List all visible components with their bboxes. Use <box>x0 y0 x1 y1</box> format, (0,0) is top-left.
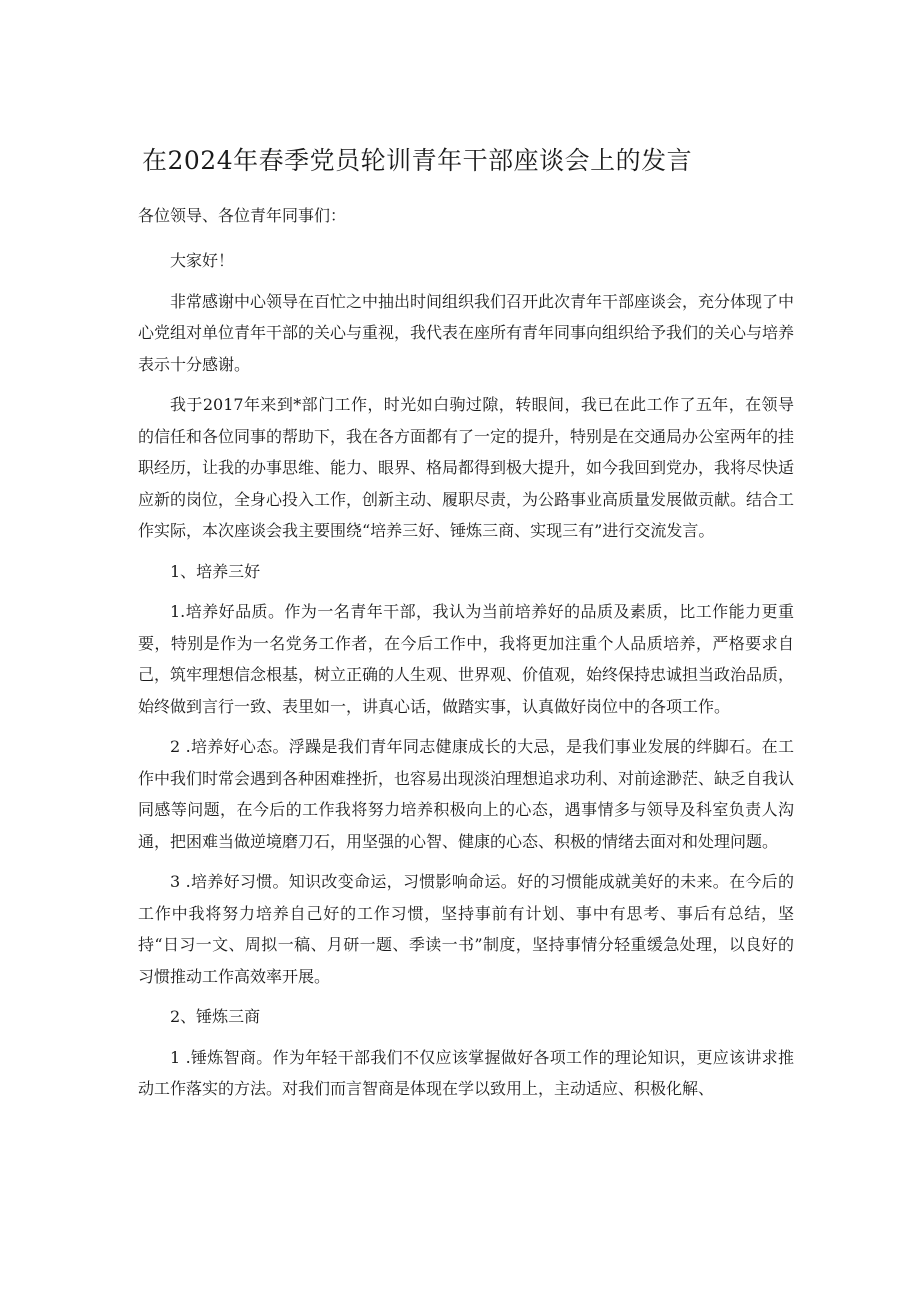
paragraph-thanks: 非常感谢中心领导在百忙之中抽出时间组织我们召开此次青年干部座谈会，充分体现了中心党组对单位青年干部的关心与重视，我代表在座所有青年同事向组织给予我们的关心与培养表示十分感谢。 <box>138 291 795 374</box>
paragraph-intelligence: 1 .锤炼智商。作为年轻干部我们不仅应该掌握做好各项工作的理论知识，更应该讲求推动工作落实的方法。对我们而言智商是体现在学以致用上，主动适应、积极化解、 <box>138 1047 794 1098</box>
section-heading-three-quotients: 2、锤炼三商 <box>170 1007 261 1026</box>
greeting: 大家好！ <box>170 251 235 270</box>
paragraph-good-mindset: 2 .培养好心态。浮躁是我们青年同志健康成长的大忌，是我们事业发展的绊脚石。在工作中我们时常会遇到各种困难挫折，也容易出现淡泊理想追求功利、对前途渺茫、缺乏自我认同感等问题，在今后的工作我将努力培养积极向上的心态，遇事情多与领导及科室负责人沟通，把困难当做逆境磨刀石，用坚强的心智、健康的心态、积极的情绪去面对和处理问题。 <box>138 737 795 851</box>
paragraph-good-character: 1.培养好品质。作为一名青年干部，我认为当前培养好的品质及素质，比工作能力更重要，特别是作为一名党务工作者，在今后工作中，我将更加注重个人品质培养，严格要求自己，筑牢理想信念根基，树立正确的人生观、世界观、价值观，始终保持忠诚担当政治品质，始终做到言行一致、表里如一，讲真心话，做踏实事，认真做好岗位中的各项工作。 <box>138 602 795 716</box>
paragraph-introduction: 我于2017年来到*部门工作，时光如白驹过隙，转眼间，我已在此工作了五年，在领导的信任和各位同事的帮助下，我在各方面都有了一定的提升，特别是在交通局办公室两年的挂职经历，让我的办事思维、能力、眼界、格局都得到极大提升，如今我回到党办，我将尽快适应新的岗位，全身心投入工作，创新主动、履职尽责，为公路事业高质量发展做贡献。结合工作实际，本次座谈会我主要围绕“培养三好、锤炼三商、实现三有”进行交流发言。 <box>138 395 795 540</box>
salutation: 各位领导、各位青年同事们： <box>138 206 347 225</box>
document-page <box>138 142 794 1114</box>
section-heading-three-goods: 1、培养三好 <box>170 561 261 581</box>
paragraph-good-habits: 3 .培养好习惯。知识改变命运，习惯影响命运。好的习惯能成就美好的未来。在今后的工作中我将努力培养自己好的工作习惯，坚持事前有计划、事中有思考、事后有总结，坚持“日习一文、周拟一稿、月研一题、季读一书”制度，坚持事情分轻重缓急处理，以良好的习惯推动工作高效率开展。 <box>138 872 794 986</box>
document-title: 在2024年春季党员轮训青年干部座谈会上的发言 <box>142 146 693 175</box>
